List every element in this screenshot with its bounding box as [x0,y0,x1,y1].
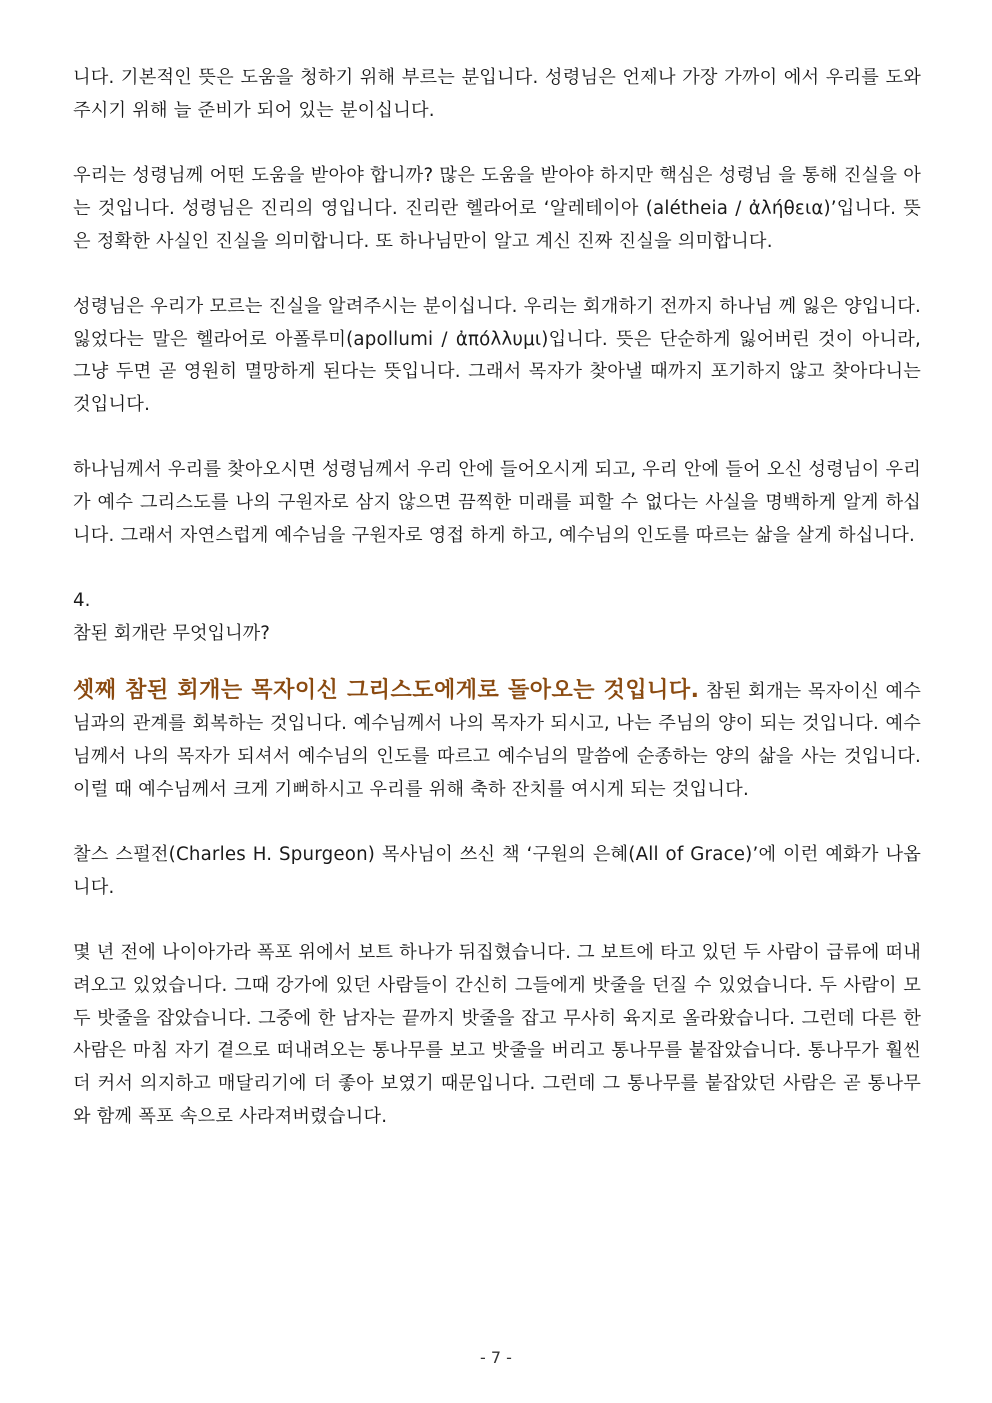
section-heading [73,585,921,650]
lead-paragraph [73,675,921,807]
lead-emphasis: 셋째 참된 회개는 목자이신 그리스도에게로 돌아오는 것입니다. [73,677,700,703]
paragraph-4: 하나님께서 우리를 찾아오시면 성령님께서 우리 안에 들어오시게 되고, 우리 안에 들어 오신 성령님이 우리가 예수 그리스도를 나의 구원자로 삼지 않으면 끔찍한 미래를 피할 수 없다는 사실을 명백하게 알게 하십니다. 그래서 자연스럽게 예수님을 구원자로 영접 하게 하고, 예수님의 인도를 따르는 삶을 살게 하십니다. [73,459,921,546]
page-number: - 7 - [480,1348,512,1367]
lead-rest: 참된 회개는 목자이신 예수님과의 관계를 회복하는 것입니다. 예수님께서 나의 목자가 되시고, 나는 주님의 양이 되는 것입니다. 예수님께서 나의 목자가 되셔서 예수님의 인도를 따르고 예수님의 말씀에 순종하는 양의 삶을 사는 것입니다. 이럴 때 예수님께서 크게 기뻐하시고 우리를 위해 축하 잔치를 여시게 되는 것입니다. [73,680,921,800]
paragraph-6: 몇 년 전에 나이아가라 폭포 위에서 보트 하나가 뒤집혔습니다. 그 보트에 타고 있던 두 사람이 급류에 떠내려오고 있었습니다. 그때 강가에 있던 사람들이 간신히 그들에게 밧줄을 던질 수 있었습니다. 두 사람이 모두 밧줄을 잡았습니다. 그중에 한 남자는 끝까지 밧줄을 잡고 무사히 육지로 올라왔습니다. 그런데 다른 한 사람은 마침 자기 곁으로 떠내려오는 통나무를 보고 밧줄을 버리고 통나무를 붙잡았습니다. 통나무가 훨씬 더 커서 의지하고 매달리기에 더 좋아 보였기 때문입니다. 그런데 그 통나무를 붙잡았던 사람은 곧 통나무와 함께 폭포 속으로 사라져버렸습니다. [73,942,921,1127]
section-number: 4. [73,590,91,612]
paragraph-3: 성령님은 우리가 모르는 진실을 알려주시는 분이십니다. 우리는 회개하기 전까지 하나님 께 잃은 양입니다. 잃었다는 말은 헬라어로 아폴루미(apollumi / ἀπόλλυμι)입니다. 뜻은 단순하게 잃어버린 것이 아니라, 그냥 두면 곧 영원히 멸망하게 된다는 뜻입니다. 그래서 목자가 찾아낼 때까지 포기하지 않고 찾아다니는 것입니다. [73,295,921,415]
document-body [73,62,921,1133]
section-title: 참된 회개란 무엇입니까? [73,622,270,644]
paragraph-5: 찰스 스펄전(Charles H. Spurgeon) 목사님이 쓰신 책 ‘구원의 은혜(All of Grace)’에 이런 예화가 나옵니다. [73,844,921,898]
paragraph-1: 니다. 기본적인 뜻은 도움을 청하기 위해 부르는 분입니다. 성령님은 언제나 가장 가까이 에서 우리를 도와주시기 위해 늘 준비가 되어 있는 분이십니다. [73,67,921,121]
paragraph-2: 우리는 성령님께 어떤 도움을 받아야 합니까? 많은 도움을 받아야 하지만 핵심은 성령님 을 통해 진실을 아는 것입니다. 성령님은 진리의 영입니다. 진리란 헬라어로 ‘알레테이아 (alétheia / ἀλήθεια)’입니다. 뜻은 정확한 사실인 진실을 의미합니다. 또 하나님만이 알고 계신 진짜 진실을 의미합니다. [73,165,921,252]
